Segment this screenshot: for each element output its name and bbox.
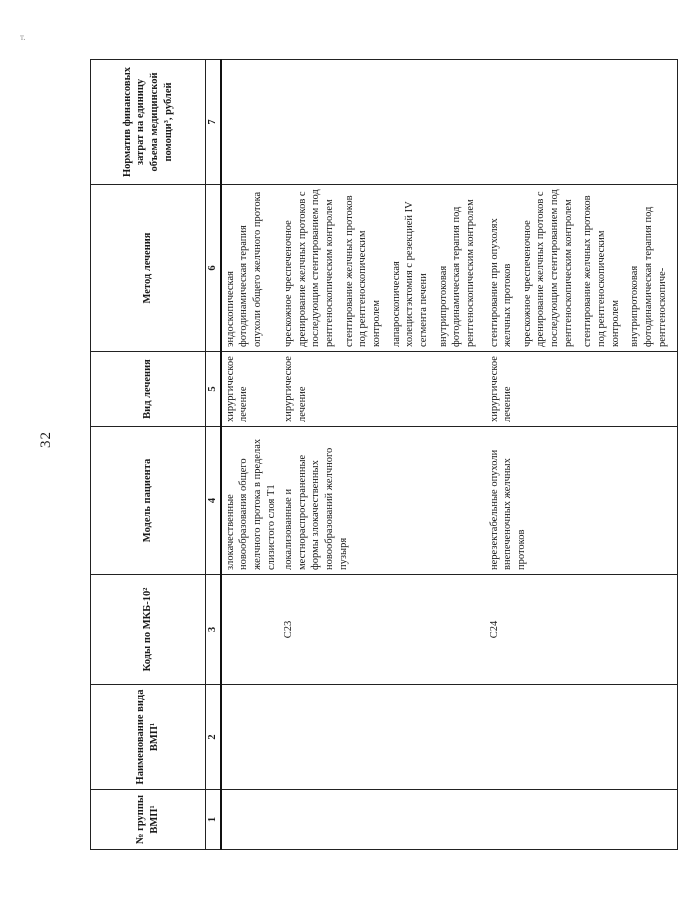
- cell-patient-model: нерезектабельные опухоли внепеченочных желчных протоков: [486, 427, 678, 575]
- cell-vmp-name: [280, 685, 485, 790]
- cell-treatment-type: хирургическое лечение: [486, 352, 678, 427]
- method-item: эндоскопическая фотодинамическая терапия опухоли общего желчного протока: [224, 191, 263, 347]
- header-patient-model: Модель пациента: [91, 427, 206, 575]
- method-item: лапароскопическая холецистэктомия с резекцией IV сегмента печени: [390, 201, 429, 347]
- cell-cost-norm: [486, 60, 678, 185]
- method-item: стентирование при опухолях желчных протоков: [488, 218, 514, 347]
- col-number: 6: [206, 185, 221, 352]
- cell-treatment-methods: [221, 185, 281, 352]
- table-row: [221, 60, 281, 850]
- col-number: 7: [206, 60, 221, 185]
- cell-icd-code: [221, 575, 281, 685]
- table-row: [486, 60, 678, 850]
- header-treatment-method: Метод лечения: [91, 185, 206, 352]
- col-number: 3: [206, 575, 221, 685]
- header-treatment-type: Вид лечения: [91, 352, 206, 427]
- column-number-row: [206, 60, 221, 850]
- cell-patient-model: злокачественные новообразования общего желчного протока в пределах слизистого слоя T1: [221, 427, 281, 575]
- cell-treatment-type: хирургическое лечение: [221, 352, 281, 427]
- cell-treatment-methods: [280, 185, 485, 352]
- header-cost-norm: Норматив финансовых затрат на единицу объема медицинской помощи³, рублей: [91, 60, 206, 185]
- cell-treatment-methods: [486, 185, 678, 352]
- cell-icd-code: C24: [486, 575, 678, 685]
- corner-mark: т.: [20, 32, 26, 42]
- cell-group-number: [221, 790, 281, 850]
- cell-group-number: [486, 790, 678, 850]
- method-item: чрескожное чреспеченочное дренирование желчных протоков с последующим стентированием под рентгеноскопическим контролем: [283, 189, 336, 347]
- method-item: внутрипротоковая фотодинамическая терапия под рентгеноскопиче-: [629, 206, 668, 347]
- header-group-number: № группы ВМП¹: [91, 790, 206, 850]
- col-number: 4: [206, 427, 221, 575]
- method-item: стентирование желчных протоков под рентгеноскопическим контролем: [582, 195, 621, 347]
- page-number: 32: [38, 431, 54, 448]
- header-vmp-name: Наименование вида ВМП¹: [91, 685, 206, 790]
- cell-cost-norm: [221, 60, 281, 185]
- cell-group-number: [280, 790, 485, 850]
- cell-vmp-name: [486, 685, 678, 790]
- cell-patient-model: локализованные и местнораспространенные формы злокачественных новообразований желчного пузыря: [280, 427, 485, 575]
- vmp-table: [90, 59, 678, 850]
- table-header: [91, 60, 221, 850]
- cell-treatment-type: хирургическое лечение: [280, 352, 485, 427]
- table-body: [221, 60, 678, 850]
- col-number: 2: [206, 685, 221, 790]
- cell-vmp-name: [221, 685, 281, 790]
- cell-cost-norm: [280, 60, 485, 185]
- table-row: [280, 60, 485, 850]
- header-icd-codes: Коды по МКБ-10²: [91, 575, 206, 685]
- col-number: 1: [206, 790, 221, 850]
- col-number: 5: [206, 352, 221, 427]
- method-item: чрескожное чреспеченочное дренирование желчных протоков с последующим стентированием под рентгеноскопическим контролем: [521, 189, 574, 347]
- cell-icd-code: C23: [280, 575, 485, 685]
- method-item: стентирование желчных протоков под рентгеноскопическим контролем: [343, 195, 383, 347]
- method-item: внутрипротоковая фотодинамическая терапия под рентгеноскопическим контролем: [437, 199, 476, 347]
- rotated-table-container: [90, 60, 668, 850]
